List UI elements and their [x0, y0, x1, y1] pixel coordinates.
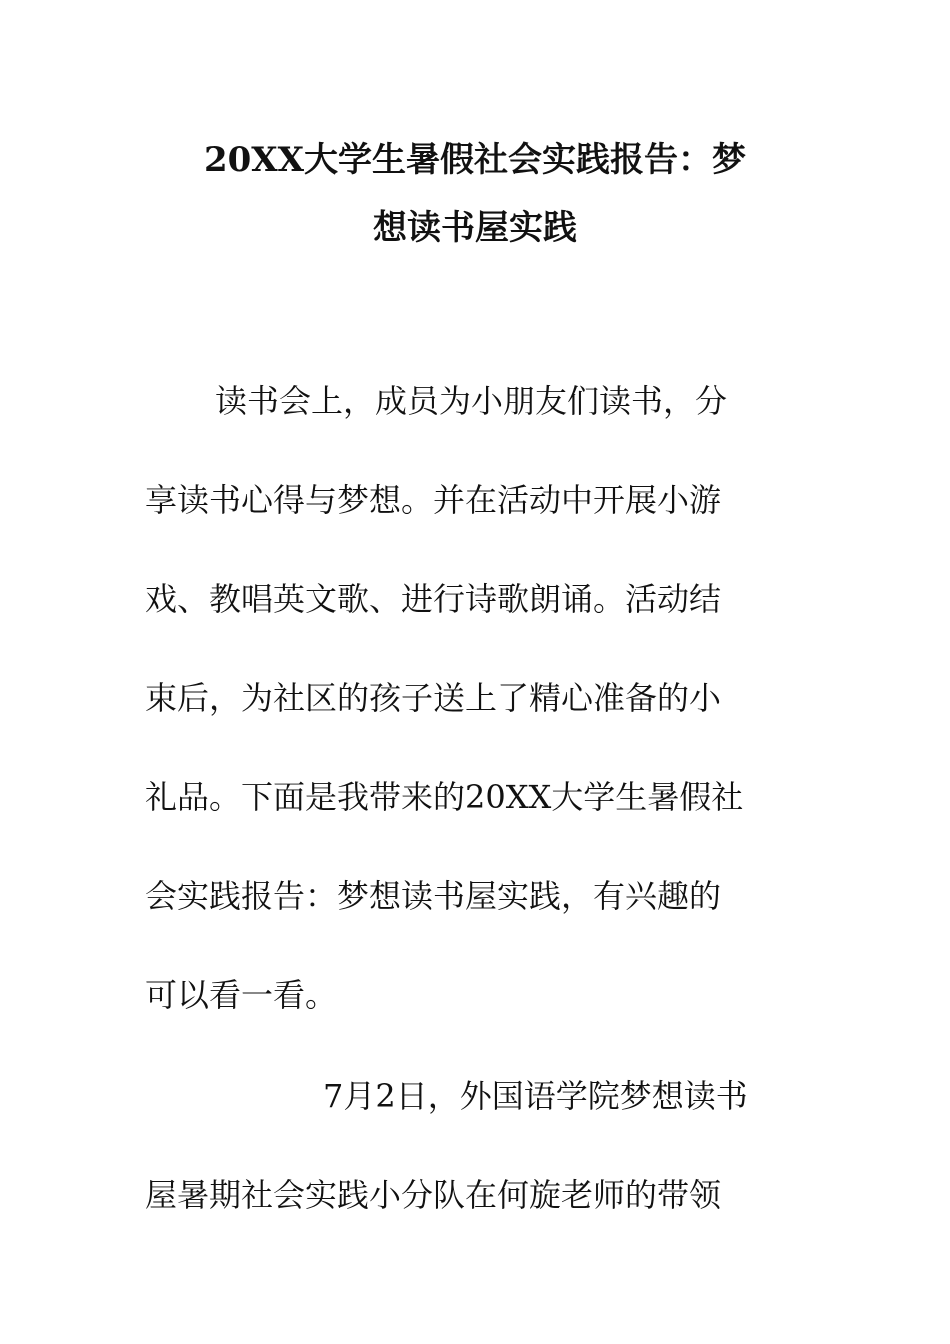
paragraph-line: 享读书心得与梦想。并在活动中开展小游 [145, 481, 722, 519]
title-line: 20XX大学生暑假社会实践报告：梦 [203, 140, 747, 180]
paragraph-line: 礼品。下面是我带来的20XX大学生暑假社 [145, 778, 744, 816]
paragraph-intro [145, 352, 805, 1045]
paragraph-line: 7月2日，外国语学院梦想读书 [323, 1077, 748, 1115]
paragraph-line: 可以看一看。 [145, 976, 338, 1014]
paragraph-line: 戏、教唱英文歌、进行诗歌朗诵。活动结 [145, 580, 722, 618]
paragraph-line: 屋暑期社会实践小分队在何旋老师的带领 [145, 1176, 722, 1214]
paragraph-activity [145, 1047, 805, 1245]
paragraph-line: 束后，为社区的孩子送上了精心准备的小 [145, 679, 722, 717]
document-title [145, 126, 805, 262]
paragraph-line: 读书会上，成员为小朋友们读书，分 [215, 382, 728, 420]
paragraph-line: 会实践报告：梦想读书屋实践，有兴趣的 [145, 877, 722, 915]
title-line: 想读书屋实践 [373, 208, 577, 248]
